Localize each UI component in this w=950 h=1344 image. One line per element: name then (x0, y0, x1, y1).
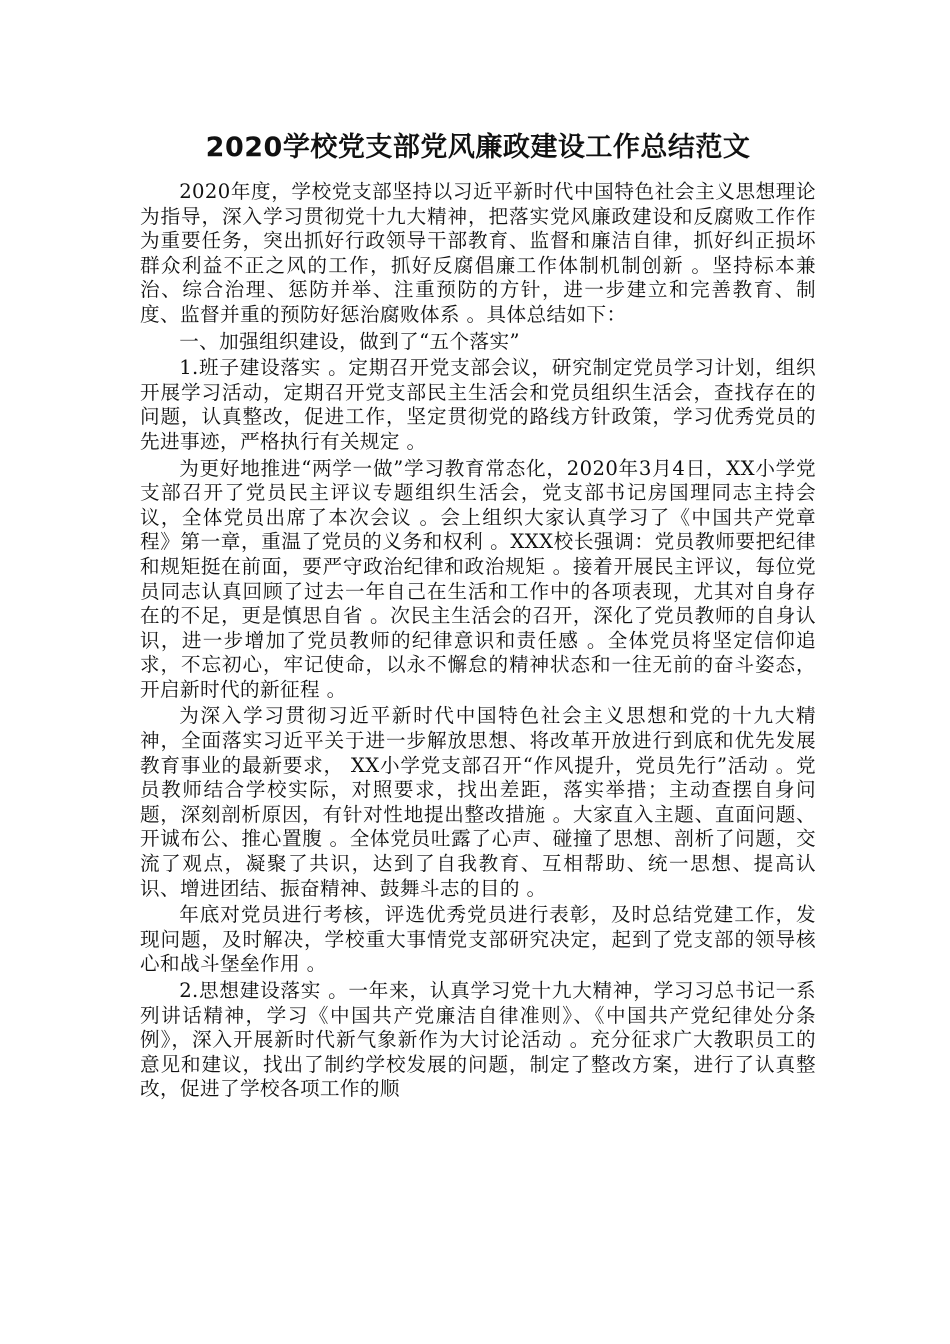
paragraph-year-end-review: 年底对党员进行考核，评选优秀党员进行表彰，及时总结党建工作，发现问题，及时解决，学校重大事情党支部研究决定，起到了党支部的领导核心和战斗堡垒作用 。 (140, 903, 816, 976)
paragraph-intro: 2020年度，学校党支部坚持以习近平新时代中国特色社会主义思想理论为指导，深入学习贯彻党十九大精神，把落实党风廉政建设和反腐败工作作为重要任务，突出抓好行政领导干部教育、监督和廉洁自律，抓好纠正损坏群众利益不正之风的工作，抓好反腐倡廉工作体制机制创新 。坚持标本兼治、综合治理、惩防并举、注重预防的方针，进一步建立和完善教育、制度、监督并重的预防好惩治腐败体系 。具体总结如下： (140, 180, 816, 326)
section-heading-1: 一、加强组织建设，做到了“五个落实” (179, 329, 520, 353)
document-title: 2020学校党支部党风廉政建设工作总结范文 (205, 132, 751, 163)
paragraph-style-improvement: 为深入学习贯彻习近平新时代中国特色社会主义思想和党的十九大精神，全面落实习近平关于进一步解放思想、将改革开放进行到底和优先发展教育事业的最新要求， XX小学党支部召开“作风提升，党员先行”活动 。党员教师结合学校实际，对照要求，找出差距，落实举措；主动查摆自身问题，深刻剖析原因，有针对性地提出整改措施 。大家直入主题、直面问题、开诚布公、推心置腹 。全体党员吐露了心声、碰撞了思想、剖析了问题，交流了观点，凝聚了共识，达到了自我教育、互相帮助、统一思想、提高认识、增进团结、振奋精神、鼓舞斗志的目的 。 (140, 704, 816, 900)
paragraph-democratic-review: 为更好地推进“两学一做”学习教育常态化，2020年3月4日，XX小学党支部召开了党员民主评议专题组织生活会，党支部书记房国理同志主持会议，全体党员出席了本次会议 。会上组织大家认真学习了《中国共产党章程》第一章，重温了党员的义务和权利 。XXX校长强调：党员教师要把纪律和规矩挺在前面，要严守政治纪律和政治规矩 。接着开展民主评议，每位党员同志认真回顾了过去一年自己在生活和工作中的各项表现，尤其对自身存在的不足，更是慎思自省 。次民主生活会的召开，深化了党员教师的自身认识，进一步增加了党员教师的纪律意识和责任感 。全体党员将坚定信仰追求，不忘初心，牢记使命，以永不懈怠的精神状态和一往无前的奋斗姿态，开启新时代的新征程 。 (140, 456, 816, 701)
paragraph-team-building: 1.班子建设落实 。定期召开党支部会议，研究制定党员学习计划，组织开展学习活动，定期召开党支部民主生活会和党员组织生活会，查找存在的问题，认真整改，促进工作，坚定贯彻党的路线方针政策，学习优秀党员的先进事迹，严格执行有关规定 。 (140, 356, 816, 453)
paragraph-ideological-building: 2.思想建设落实 。一年来，认真学习党十九大精神，学习习总书记一系列讲话精神，学习《中国共产党廉洁自律准则》、《中国共产党纪律处分条例》，深入开展新时代新气象新作为大讨论活动 。充分征求广大教职员工的意见和建议，找出了制约学校发展的问题，制定了整改方案，进行了认真整改，促进了学校各项工作的顺 (140, 979, 816, 1101)
